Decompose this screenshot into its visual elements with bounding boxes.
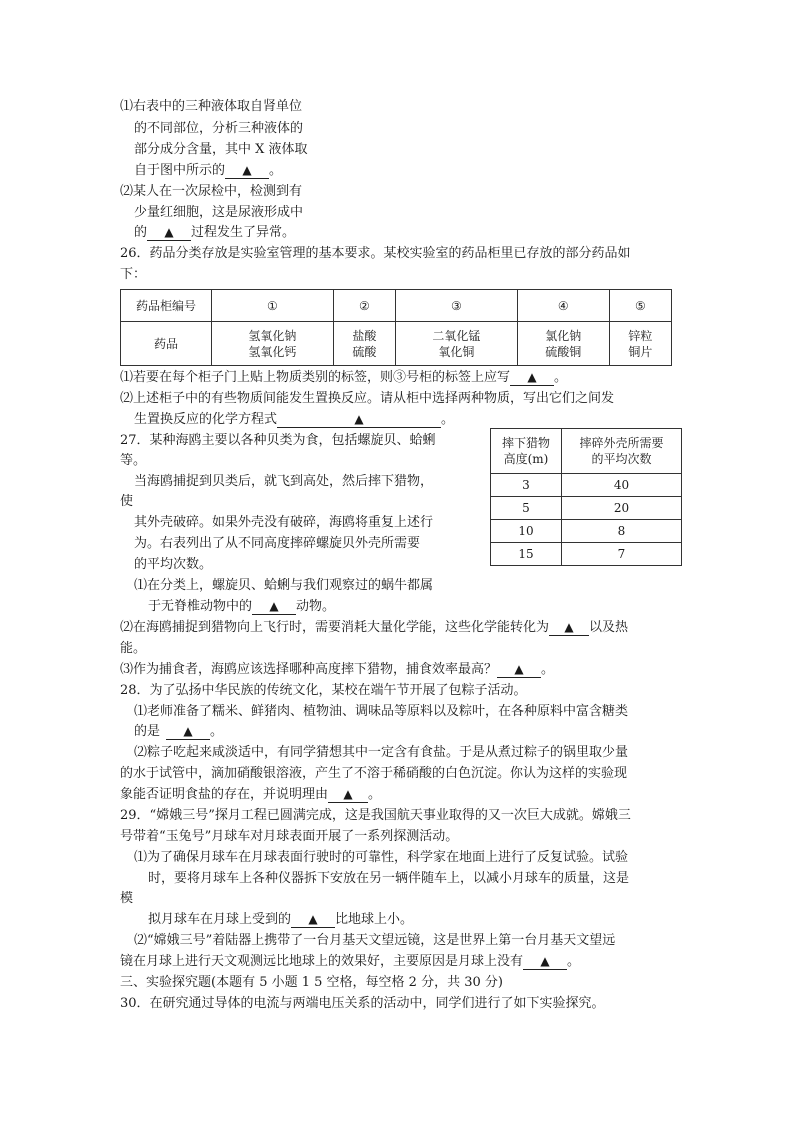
answer-blank[interactable] (291, 912, 335, 928)
answer-blank[interactable] (328, 787, 368, 803)
q25-line-4: ⑵某人在一次尿检中，检测到有 (120, 184, 303, 199)
q29-question-1-line-4: 拟月球车在月球上受到的 ▲ 比地球上小。 (148, 912, 414, 927)
triangle-icon: ▲ (514, 662, 524, 676)
q27-question-2-line-1: ⑵在海鸥捕捉到猎物向上飞行时，需要消耗大量化学能，这些化学能转化为 ▲ 以及热 (120, 620, 629, 635)
table-cell: 盐酸 硫酸 (333, 322, 395, 366)
q27-line-7: 的平均次数。 (134, 557, 213, 572)
triangle-icon: ▲ (354, 412, 364, 426)
q25-line-5: 少量红细胞，这是尿液形成中 (134, 205, 304, 220)
q28-question-1-line-1: ⑴老师准备了糯米、鲜猪肉、植物油、调味品等原料以及粽叶，在各种原料中富含糖类 (134, 704, 629, 719)
answer-blank[interactable] (549, 620, 589, 636)
q25-line-1: ⑴右表中的三种液体取自肾单位 (120, 99, 303, 114)
table-header-cell: ⑤ (609, 290, 671, 322)
q29-question-1-line-2: 时，要将月球车上各种仪器拆下安放在另一辆伴随车上，以减小月球车的质量，这是 (148, 871, 630, 886)
table-cell: 氢氧化钠 氢氧化钙 (212, 322, 334, 366)
table-row: 5 20 (491, 497, 682, 520)
answer-blank[interactable] (252, 599, 296, 615)
table-header-row (491, 429, 682, 474)
q26-question-2-line-1: ⑵上述柜子中的有些物质间能发生置换反应。请从柜中选择两种物质，写出它们之间发 (120, 391, 615, 406)
q27-answer-line-1: 于无脊椎动物中的 ▲ 动物。 (148, 599, 336, 614)
table-cell: 二氧化锰 氧化铜 (395, 322, 517, 366)
q26-intro-1: 26．药品分类存放是实验室管理的基本要求。某校实验室的药品柜里已存放的部分药品如 (120, 246, 631, 261)
table-row-label: 药品 (121, 322, 212, 366)
table-row: 3 40 (491, 474, 682, 497)
q29-question-2-line-2: 镜在月球上进行天文观测远比地球上的效果好，主要原因是月球上没有 ▲ 。 (120, 954, 581, 969)
q28-question-2-line-2: 的水于试管中，滴加硝酸银溶液，产生了不溶于稀硝酸的白色沉淀。你认为这样的实验现 (120, 766, 628, 781)
q27-line-2: 等。 (120, 453, 147, 468)
table-cell: 锌粒 铜片 (609, 322, 671, 366)
table-header-cell: 药品柜编号 (121, 290, 212, 322)
table-header-cell: ① (212, 290, 334, 322)
triangle-icon: ▲ (527, 370, 537, 384)
q25-answer-line-2: 的 ▲ 过程发生了异常。 (134, 225, 296, 240)
q30-text: 30．在研究通过导体的电流与两端电压关系的活动中，同学们进行了如下实验探究。 (120, 996, 605, 1011)
section-heading: 三、实验探究题(本题有 5 小题 1 5 空格，每空格 2 分，共 30 分) (120, 975, 503, 990)
table-header-cell: ③ (395, 290, 517, 322)
table-cell: 氯化钠 硫酸铜 (517, 322, 609, 366)
q26-intro-2: 下： (120, 267, 147, 282)
table-header-cell: 摔碎外壳所需要 的平均次数 (562, 429, 682, 474)
answer-blank[interactable] (166, 724, 210, 740)
q28-intro: 28．为了弘扬中华民族的传统文化，某校在端午节开展了包粽子活动。 (120, 683, 527, 698)
triangle-icon: ▲ (269, 599, 279, 613)
q25-answer-line-1: 自于图中所示的 ▲ 。 (134, 163, 283, 178)
table-header-cell: ④ (517, 290, 609, 322)
table-header-row (121, 290, 672, 322)
q26-question-1: ⑴若要在每个柜子门上贴上物质类别的标签，则③号柜的标签上应写 ▲ 。 (120, 370, 568, 385)
q27-question-3: ⑶作为捕食者，海鸥应该选择哪种高度摔下猎物，捕食效率最高？ ▲ 。 (120, 662, 555, 677)
medicine-cabinet-table (120, 289, 672, 366)
triangle-icon: ▲ (540, 954, 550, 968)
q28-question-2-line-3: 象能否证明食盐的存在，并说明理由 ▲ 。 (120, 787, 382, 802)
q27-line-5: 其外壳破碎。如果外壳没有破碎，海鸥将重复上述行 (134, 515, 434, 530)
answer-blank[interactable] (497, 662, 541, 678)
q27-line-8: ⑴在分类上，螺旋贝、蛤蜊与我们观察过的蜗牛都属 (134, 578, 434, 593)
q27-question-2-line-2: 能。 (120, 641, 147, 656)
table-header-cell: 摔下猎物 高度(m) (491, 429, 562, 474)
q29-intro-1: 29．“嫦娥三号”探月工程已圆满完成，这是我国航天事业取得的又一次巨大成就。嫦娥三 (120, 808, 631, 823)
answer-blank[interactable] (277, 412, 441, 428)
triangle-icon: ▲ (564, 620, 574, 634)
answer-blank[interactable] (510, 370, 554, 386)
answer-blank[interactable] (147, 225, 191, 241)
triangle-icon: ▲ (183, 724, 193, 738)
q27-line-3: 当海鸥捕捉到贝类后，就飞到高处，然后摔下猎物， (134, 474, 434, 489)
drop-height-table (490, 428, 682, 566)
table-row (121, 322, 672, 366)
q29-question-2-line-1: ⑵“嫦娥三号”着陆器上携带了一台月基天文望远镜，这是世界上第一台月基天文望远 (134, 933, 616, 948)
q27-line-4: 使 (120, 494, 134, 509)
q28-question-1-line-2: 的是 ▲ 。 (134, 724, 224, 739)
table-row: 15 7 (491, 543, 682, 566)
q26-question-2-line-2: 生置换反应的化学方程式 ▲ 。 (134, 412, 455, 427)
q29-question-1-line-3: 模 (120, 891, 134, 906)
triangle-icon: ▲ (164, 225, 174, 239)
triangle-icon: ▲ (308, 912, 318, 926)
q25-line-2: 的不同部位，分析三种液体的 (134, 121, 304, 136)
q25-line-3: 部分成分含量，其中 X 液体取 (134, 142, 308, 157)
answer-blank[interactable] (225, 163, 269, 179)
answer-blank[interactable] (523, 954, 567, 970)
q29-question-1-line-1: ⑴为了确保月球车在月球表面行驶时的可靠性，科学家在地面上进行了反复试验。试验 (134, 850, 629, 865)
triangle-icon: ▲ (343, 787, 353, 801)
q27-line-6: 为。右表列出了从不同高度摔碎螺旋贝外壳所需要 (134, 536, 421, 551)
triangle-icon: ▲ (242, 163, 252, 177)
table-header-cell: ② (333, 290, 395, 322)
table-row: 10 8 (491, 520, 682, 543)
q27-line-1: 27．某种海鸥主要以各种贝类为食，包括螺旋贝、蛤蜊 (120, 433, 436, 448)
q29-intro-2: 号带着“玉兔号”月球车对月球表面开展了一系列探测活动。 (120, 829, 459, 844)
q28-question-2-line-1: ⑵粽子吃起来咸淡适中，有同学猜想其中一定含有食盐。于是从煮过粽子的锅里取少量 (134, 745, 629, 760)
